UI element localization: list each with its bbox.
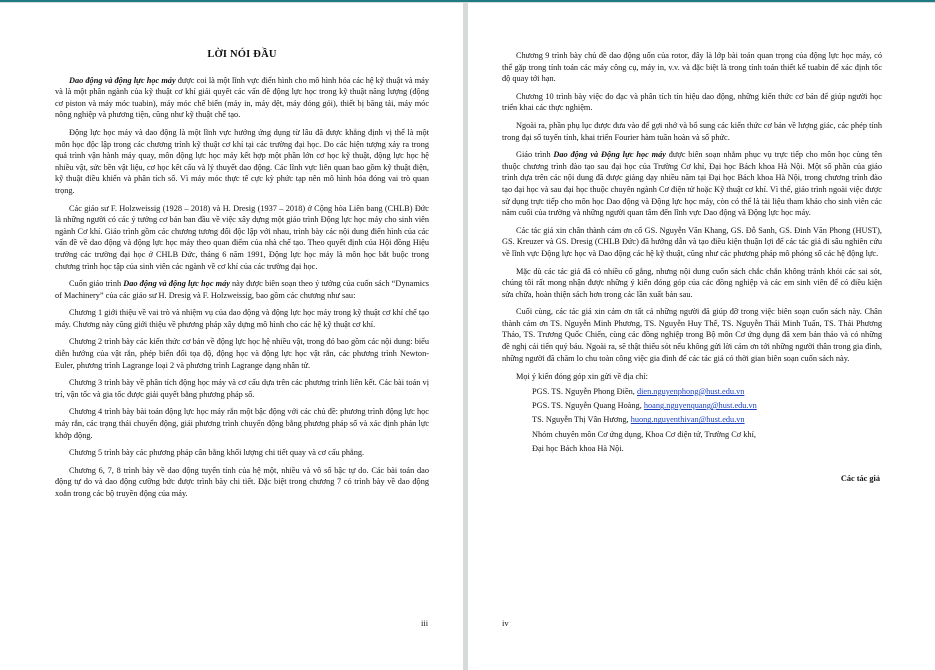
contact-block	[502, 370, 882, 456]
address-line: Đại học Bách khoa Hà Nội.	[532, 444, 624, 454]
paragraph: Các tác giả xin chân thành cảm ơn cố GS. Nguyễn Văn Khang, GS. Đỗ Sanh, GS. Đinh Văn Phong (HUST), GS. Kreuzer và GS. Dresig (CHLB Đức) đã hướng dẫn và tạo điều kiện thuận lợi để các tác giả đi sâu nghiên cứu về lĩnh vực Động lực học và Dao động các hệ kỹ thuật, cũng như các phương pháp mô phỏng số các hệ động lực.	[502, 225, 882, 258]
viewer-top-bar	[0, 0, 935, 2]
paragraph: Chương 9 trình bày chủ đề dao động uốn của rotor, đây là lớp bài toán quan trọng của động lực học máy, có thể gặp trong tính toán các máy công cụ, máy in, v.v. và đặc biệt là trong tính toán thiết kế tuabin để xác định tốc độ quay tới hạn.	[502, 51, 882, 84]
page-number: iii	[421, 618, 429, 628]
paragraph: Chương 2 trình bày các kiến thức cơ bản về động lực học hệ nhiều vật, trong đó bao gồm các nội dung: biểu diễn hướng của vật rắn, phép biến đổi tọa độ, động học và động lực học vật rắn, các phương trình Newton-Euler, phương trình Lagrange loại 2 và phương trình Lagrange dạng nhân tử.	[55, 337, 429, 370]
page-iv	[468, 3, 935, 670]
contact-intro: Mọi ý kiến đóng góp xin gửi về địa chỉ:	[516, 372, 648, 382]
paragraph: Mặc dù các tác giả đã có nhiều cố gắng, nhưng nội dung cuốn sách chắc chắn không tránh khỏi các sai sót, chúng tôi rất mong nhận được những ý kiến đóng góp của các đồng nghiệp và các em sinh viên để có điều kiện sửa chữa, hoàn thiện sách hơn trong các lần xuất bản sau.	[502, 266, 882, 299]
paragraph: Chương 5 trình bày các phương pháp cân bằng khối lượng chi tiết quay và cơ cấu phẳng.	[69, 448, 365, 458]
contact-name: PGS. TS. Nguyễn Quang Hoàng,	[532, 401, 644, 411]
page-iv-content	[502, 50, 882, 484]
page-iii-content	[55, 39, 429, 506]
contact-name: PGS. TS. Nguyễn Phong Điền,	[532, 386, 637, 396]
paragraph: Giáo trình Dao động và Động lực học máy được biên soạn nhằm phục vụ trực tiếp cho môn học cùng tên thuộc chương trình đào tạo sau đại học của Trường Cơ khí, Đại học Bách khoa Hà Nội. Một số phần của giáo trình dựa trên các nội dung đã được giảng dạy nhiều năm tại Đại học Bách khoa Hà Nội, trong chương trình đào tạo đại học và sau đại học thuộc chuyên ngành Cơ điện tử hoặc Kỹ thuật cơ khí. Vì thế, giáo trình ngoài việc được sử dụng trực tiếp cho môn học Dao động và Động lực học máy, còn có thể là tài liệu tham khảo cho sinh viên các năm cuối của trường và những người quan tâm đến lĩnh vực Dao động và Động lực học máy.	[502, 150, 882, 218]
paragraph: Cuốn giáo trình Dao động và động lực học máy này được biên soạn theo ý tưởng của cuốn sách “Dynamics of Machinery” của các giáo sư H. Dresig và F. Holzweissig, bao gồm các chương như sau:	[55, 279, 429, 300]
contact-line	[502, 385, 882, 399]
page-number: iv	[502, 618, 509, 628]
paragraph: Dao động và động lực học máy được coi là một lĩnh vực điển hình cho mô hình hóa các hệ kỹ thuật và máy và là một phân ngành của kỹ thuật cơ khí giải quyết các vấn đề động lực học trong kỹ thuật năng lượng (động cơ piston và máy móc tuabin), máy móc chế biến (máy in, máy dệt, máy đóng gói), thiết bị băng tải, máy móc nông nghiệp và phương tiện, cũng như kỹ thuật chế tạo.	[55, 75, 430, 120]
paragraph: Động lực học máy và dao động là một lĩnh vực hướng ứng dụng từ lâu đã được khẳng định vị thế là một môn học độc lập trong các chương trình kỹ thuật cơ khí tại các trường đại học. Do các hiện tượng xảy ra trong quá trình vận hành máy quay, môn động lực học máy kết hợp một phần lớn cơ học kỹ thuật, động lực học hệ nhiều vật, sức bền vật liệu, cơ học kết cấu và lý thuyết dao động. Các lĩnh vực liên quan bao gồm kỹ thuật điện, kỹ thuật điều khiển và phân tích số. Vì máy móc thực tế cực kỳ phức tạp nên mô hình hóa đóng vai trò quan trọng.	[55, 127, 429, 195]
paragraph: Ngoài ra, phần phụ lục được đưa vào để gợi nhớ và bổ sung các kiến thức cơ bản về lượng giác, các phép tính trong đại số tuyến tính, khai triển Fourier hàm tuần hoàn và số phức.	[502, 120, 882, 142]
signature: Các tác giả	[840, 473, 880, 483]
email-link[interactable]: hoang.nguyenquang@hust.edu.vn	[643, 401, 757, 411]
contact-line	[502, 399, 882, 413]
paragraph: Chương 3 trình bày về phân tích động học máy và cơ cấu dựa trên các phương trình liên kết. Các bài toán vị trí, vận tốc và gia tốc được giải quyết bằng phương pháp số.	[55, 378, 429, 399]
contact-line	[502, 413, 882, 427]
paragraph: Chương 6, 7, 8 trình bày về dao động tuyến tính của hệ một, nhiều và vô số bậc tự do. Các bài toán dao động tự do và dao động cưỡng bức được trình bày chi tiết. Đặc biệt trong chương 7 có trình bày về dao động xoắn trong các bộ truyền động của máy.	[55, 465, 429, 498]
paragraph: Chương 4 trình bày bài toán động lực học máy rắn một bậc động với các chủ đề: phương trình động lực học máy rắn, các trạng thái chuyển động, giải phương trình chuyển động bằng phương pháp số và xác định phản lực khớp động.	[55, 407, 429, 440]
email-link[interactable]: huong.nguyenthivan@hust.edu.vn	[630, 415, 745, 425]
contact-name: TS. Nguyễn Thị Vân Hương,	[532, 415, 631, 425]
paragraph: Chương 1 giới thiệu về vai trò và nhiệm vụ của dao động và động lực học máy trong kỹ thuật cơ khí chế tạo máy. Chương này cũng giới thiệu về phương pháp xây dựng mô hình cho các hệ kỹ thuật cơ khí.	[55, 308, 429, 329]
email-link[interactable]: dien.nguyenphong@hust.edu.vn	[636, 386, 745, 396]
paragraph: Các giáo sư F. Holzweissig (1928 – 2018) và H. Dresig (1937 – 2018) ở Cộng hòa Liên bang (CHLB) Đức là những người có các ý tưởng cơ bản ban đầu về việc xây dựng một giáo trình Động lực học máy cho sinh viên ngành Cơ khí. Giáo trình gồm các chương tương đối độc lập với nhau, trình bày các nội dung điển hình của các vấn đề về dao động và động lực học máy theo quan điểm của nhà chế tạo. Theo quyết định của Hội đồng Hiệu trưởng các trường đại học ở CHLB Đức, tháng 6 năm 1991, Động lực học máy là môn học bắt buộc trong chương trình học tập của sinh viên các ngành về cơ khí của các trường đại học.	[55, 203, 429, 271]
paragraph: Cuối cùng, các tác giả xin cảm ơn tất cả những người đã giúp đỡ trong việc biên soạn cuốn sách này. Chân thành cảm ơn TS. Nguyễn Minh Phương, TS. Nguyễn Huy Thế, TS. Nguyễn Thái Minh Tuấn, TS. Thái Phương Thảo, TS. Trương Quốc Chiến, cùng các đồng nghiệp trong Bộ môn Cơ ứng dụng đã xem bản thảo và có những đề nghị cải tiến quý báu. Ngoài ra, sẽ thật thiếu sót nếu không gửi lời cảm ơn tới những người thân trong gia đình, những người đã chăm lo chu toàn công việc gia đình để các tác giả có thời gian biên soạn cuốn sách này.	[502, 307, 882, 363]
address-line: Nhóm chuyên môn Cơ ứng dụng, Khoa Cơ điện tử, Trường Cơ khí,	[532, 429, 756, 439]
page-iii	[0, 3, 463, 670]
preface-title: LỜI NÓI ĐẦU	[207, 49, 277, 60]
paragraph: Chương 10 trình bày việc đo đạc và phân tích tín hiệu dao động, những kiến thức cơ bản để giúp người học triển khai các thực nghiệm.	[502, 91, 882, 113]
